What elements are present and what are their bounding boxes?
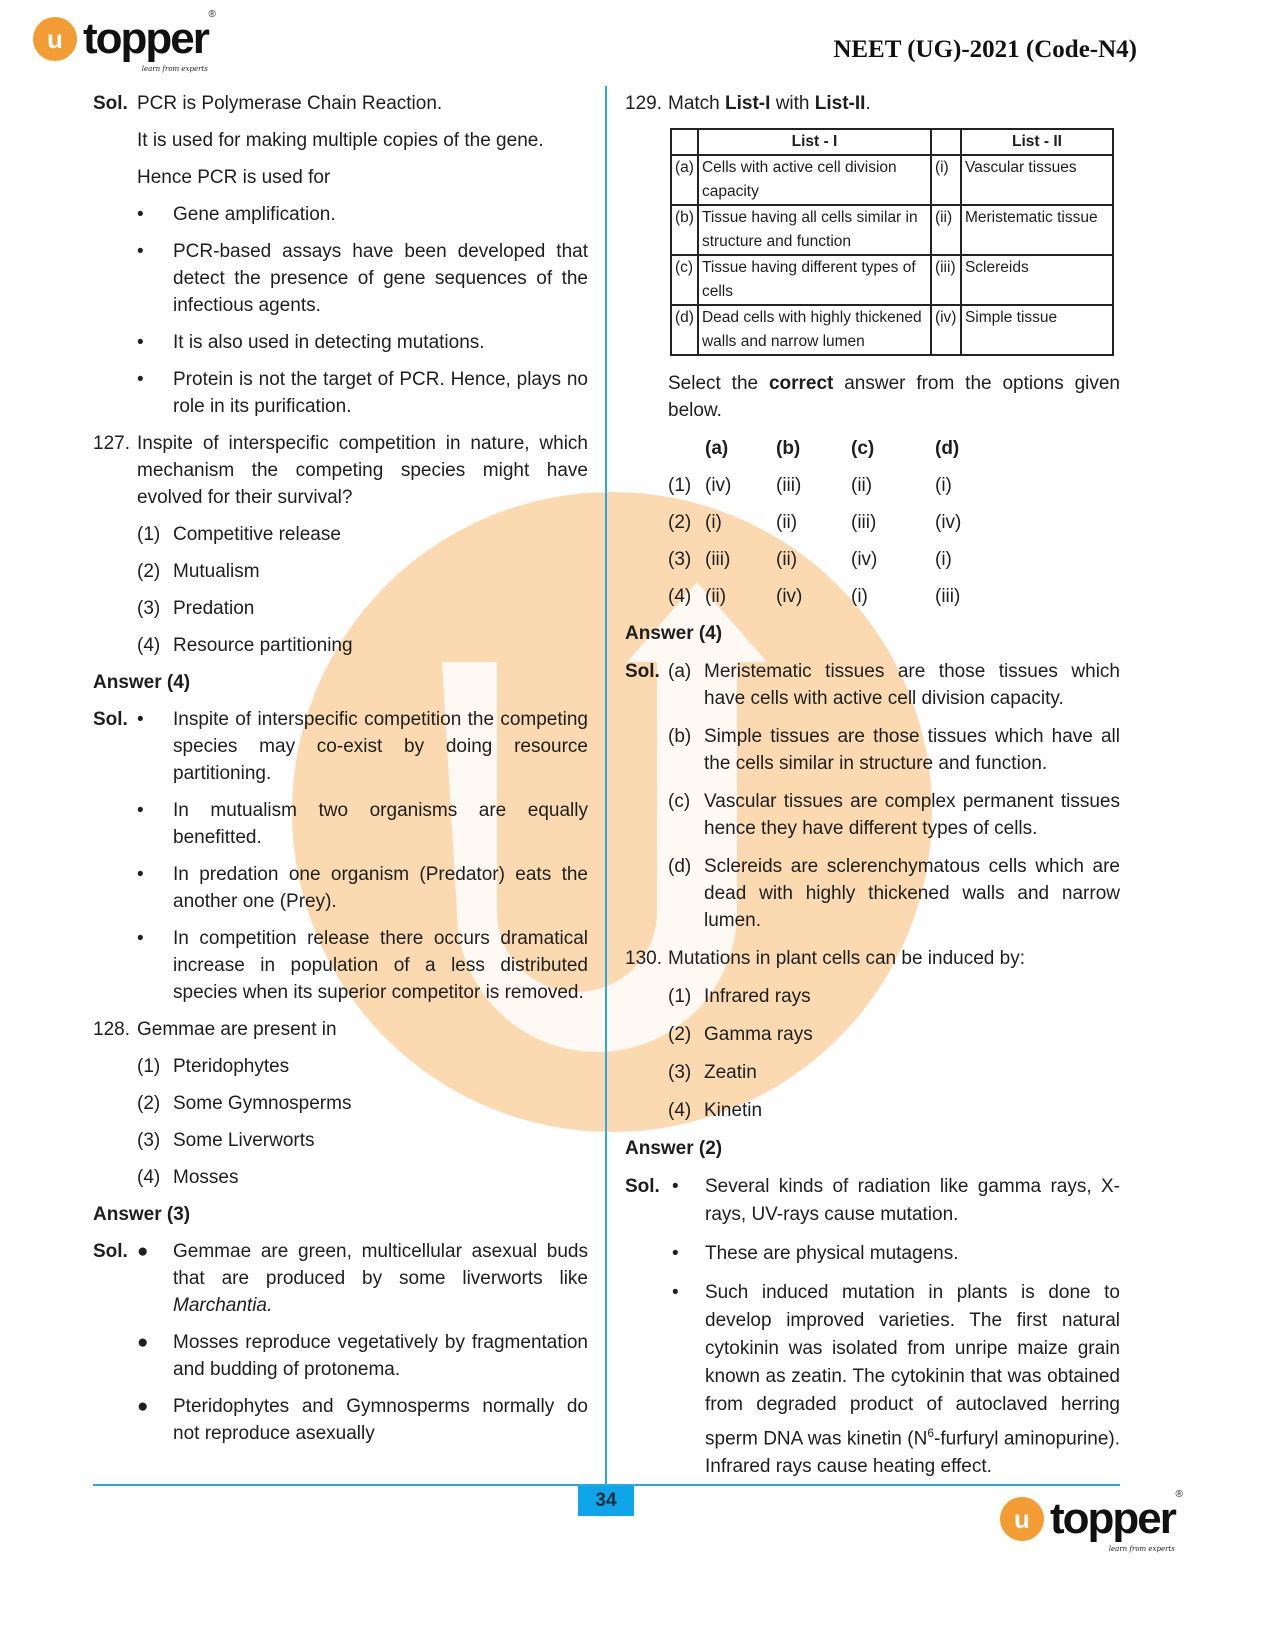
option-text: Some Liverworts [173, 1130, 315, 1151]
option-number: (2) [137, 561, 161, 582]
bullet-item: In competition release there occurs dramatical increase in population of a less distributed species when its superior competitor is removed. [173, 928, 588, 1003]
bullet-item: In mutualism two organisms are equally benefitted. [173, 800, 588, 848]
answer-label: Answer (2) [625, 1138, 723, 1159]
option-text: Predation [173, 598, 255, 619]
logo-text: topper [83, 14, 208, 63]
registered-icon: ® [208, 9, 216, 20]
bullet-item: These are physical mutagens. [705, 1243, 959, 1264]
option-text: Some Gymnosperms [173, 1093, 352, 1114]
logo-tagline: learn from experts [1108, 1545, 1175, 1553]
sol-text: Sclereids are sclerenchymatous cells which are dead with highly thickened walls and narrow lumen. [704, 856, 1120, 931]
option-number: (1) [668, 986, 692, 1007]
option-number: (4) [668, 1100, 692, 1121]
bullet-item: Pteridophytes and Gymnosperms normally do not reproduce asexually [173, 1396, 588, 1444]
options-header: (a) (b) (c) (d) [705, 438, 960, 459]
bullet-item: Protein is not the target of PCR. Hence, plays no role in its purification. [173, 369, 588, 417]
option-number: (3) [668, 1062, 692, 1083]
bullet-item: In predation one organism (Predator) eats the another one (Prey). [173, 864, 588, 912]
option-text: Mutualism [173, 561, 260, 582]
option-number: (1) [137, 524, 161, 545]
option-text: Resource partitioning [173, 635, 353, 656]
option-row: (4) (ii) (iv) (i) (iii) [668, 586, 961, 607]
sol-text: Simple tissues are those tissues which have all the cells similar in structure and function. [704, 726, 1120, 774]
option-number: (3) [137, 1130, 161, 1151]
question-128 [93, 1016, 588, 1043]
bullet-item: Such induced mutation in plants is done to develop improved varieties. The first natural cytokinin was isolated from unripe maize grain known as zeatin. The cytokinin that was obtained from degraded product of autoclaved herring sperm DNA was kinetin ($N^6$-furfuryl aminopurine). Infrared rays cause heating effect. [705, 1282, 1121, 1478]
sol-label: Sol. [625, 1176, 660, 1197]
sol-label: Sol. [93, 709, 128, 730]
option-text: Gamma rays [704, 1024, 813, 1045]
question-text: Inspite of interspecific competition in nature, which mechanism the competing species might have evolved for their survival? [137, 433, 588, 508]
footer-logo [1000, 1489, 1183, 1553]
option-row: (2) (i) (ii) (iii) (iv) [668, 512, 962, 533]
right-column: 129. Match List-I with List-II. List - I List - II (a) Cells with active cell division capacity (i) Vascular tissues (b) Tissue having all cells similar in structure and function (ii) Meristematic tissue (c) Tissue having different types of cells (iii) Sclereids (d) Dead cells with highly thickened walls and narrow lumen (iv) Simple tissue Select the correct answer from the options given below. (a) (b) (c) (d) (1) (iv) (iii) (ii) (i) (2) (i) (ii) (iii) (iv) (3) (iii) (ii) (iv) (i) (4) (ii) (iv) (i) (iii) Answer (4) Sol. (a) Meristematic tissues are those tissues which have cells with active cell division capacity. (b) Simple tissues are those tissues which have all the cells similar in structure and function. (c) Vascular tissues are complex permanent tissues hence they have different types of cells. (d) Sclereids are sclerenchymatous cells which are dead with highly thickened walls and narrow lumen. 130. Mutations in plant cells can be induced by: (1) Infrared rays (2) Gamma rays (3) Zeatin (4) Kinetin Answer (2) Sol. • Several kinds of radiation like gamma rays, X-rays, UV-rays cause mutation. • These are physical mutagens. • Such induced mutation in plants is done to develop improved varieties. The first natural cytokinin was isolated from unripe maize grain known as zeatin. The cytokinin that was obtained from degraded product of autoclaved herring sperm DNA was kinetin ($N^6$-furfuryl aminopurine). Infrared rays cause heating effect. [625, 90, 1120, 1492]
option-text: Zeatin [704, 1062, 757, 1083]
table-row: (d) Dead cells with highly thickened walls and narrow lumen (iv) Simple tissue [671, 305, 1113, 355]
option-number: (4) [137, 1167, 161, 1188]
sol-text: It is used for making multiple copies of the gene. [137, 130, 544, 151]
option-text: Competitive release [173, 524, 341, 545]
question-text: Gemmae are present in [137, 1019, 337, 1040]
logo-mark-icon: u [1000, 1497, 1044, 1541]
option-row: (1) (iv) (iii) (ii) (i) [668, 475, 952, 496]
bullet-item: Mosses reproduce vegetatively by fragmentation and budding of protonema. [173, 1332, 588, 1380]
exam-title: NEET (UG)-2021 (Code-N4) [833, 36, 1137, 63]
question-text: Match List-I with List-II. [668, 93, 871, 114]
option-text: Kinetin [704, 1100, 763, 1121]
column-divider [605, 86, 607, 1516]
sol-text: Hence PCR is used for [137, 167, 331, 188]
bullet-item: Inspite of interspecific competition the competing species may co-exist by doing resource partitioning. [173, 709, 588, 784]
question-130 [625, 945, 1120, 972]
option-number: (2) [668, 1024, 692, 1045]
answer-label: Answer (4) [93, 672, 191, 693]
option-text: Infrared rays [704, 986, 811, 1007]
bullet-item: Several kinds of radiation like gamma rays, X-rays, UV-rays cause mutation. [705, 1176, 1120, 1225]
bullet-item: PCR-based assays have been developed that detect the presence of gene sequences of the infectious agents. [173, 241, 588, 316]
option-number: (1) [137, 1056, 161, 1077]
table-row: (b) Tissue having all cells similar in structure and function (ii) Meristematic tissue [671, 205, 1113, 255]
logo-mark-icon: u [33, 17, 77, 61]
sol-label: Sol. [93, 1241, 128, 1262]
question-number: 128. [93, 1019, 130, 1040]
page-number: 34 [578, 1486, 634, 1516]
instruction-text: Select the correct answer from the options given below. [668, 373, 1120, 421]
question-number: 127. [93, 433, 130, 454]
option-number: (2) [137, 1093, 161, 1114]
bullet-item: It is also used in detecting mutations. [173, 332, 485, 353]
header-logo [33, 9, 216, 73]
match-table [670, 128, 1114, 356]
sol-text: Vascular tissues are complex permanent tissues hence they have different types of cells. [704, 791, 1120, 839]
option-number: (4) [137, 635, 161, 656]
question-number: 130. [625, 948, 662, 969]
logo-tagline: learn from experts [141, 65, 208, 73]
bullet-item: Gene amplification. [173, 204, 336, 225]
sol-text: PCR is Polymerase Chain Reaction. [137, 93, 443, 114]
bullet-item: Gemmae are green, multicellular asexual buds that are produced by some liverworts like Marchantia. [173, 1241, 588, 1316]
option-row: (3) (iii) (ii) (iv) (i) [668, 549, 952, 570]
sol-text: Meristematic tissues are those tissues which have cells with active cell division capacity. [704, 661, 1120, 709]
logo-text: topper [1050, 1494, 1175, 1543]
option-text: Pteridophytes [173, 1056, 290, 1077]
left-column: Sol. PCR is Polymerase Chain Reaction. It is used for making multiple copies of the gene. Hence PCR is used for • Gene amplification. • PCR-based assays have been developed that detect the presence of gene sequences of the infectious agents. • It is also used in detecting mutations. • Protein is not the target of PCR. Hence, plays no role in its purification. 127. Inspite of interspecific competition in nature, which mechanism the competing species might have evolved for their survival? (1) Competitive release (2) Mutualism (3) Predation (4) Resource partitioning Answer (4) Sol. • Inspite of interspecific competition the competing species may co-exist by doing resource partitioning. • In mutualism two organisms are equally benefitted. • In predation one organism (Predator) eats the another one (Prey). • In competition release there occurs dramatical increase in population of a less distributed species when its superior competitor is removed. 128. Gemmae are present in (1) Pteridophytes (2) Some Gymnosperms (3) Some Liverworts (4) Mosses Answer (3) Sol. ● Gemmae are green, multicellular asexual buds that are produced by some liverworts like Marchantia. ● Mosses reproduce vegetatively by fragmentation and budding of protonema. ● Pteridophytes and Gymnosperms normally do not reproduce asexually [93, 90, 588, 1457]
question-text: Mutations in plant cells can be induced by: [668, 948, 1025, 969]
table-header: List - I [698, 129, 931, 155]
sol-label: Sol. [625, 661, 660, 682]
option-text: Mosses [173, 1167, 239, 1188]
answer-label: Answer (3) [93, 1204, 191, 1225]
registered-icon: ® [1175, 1489, 1183, 1500]
sol-label: Sol. [93, 93, 128, 114]
answer-label: Answer (4) [625, 623, 723, 644]
option-number: (3) [137, 598, 161, 619]
table-row: (c) Tissue having different types of cells (iii) Sclereids [671, 255, 1113, 305]
table-row: (a) Cells with active cell division capacity (i) Vascular tissues [671, 155, 1113, 205]
question-number: 129. [625, 93, 662, 114]
question-129 [625, 90, 1120, 117]
table-header: List - II [961, 129, 1113, 155]
question-127 [93, 430, 588, 511]
